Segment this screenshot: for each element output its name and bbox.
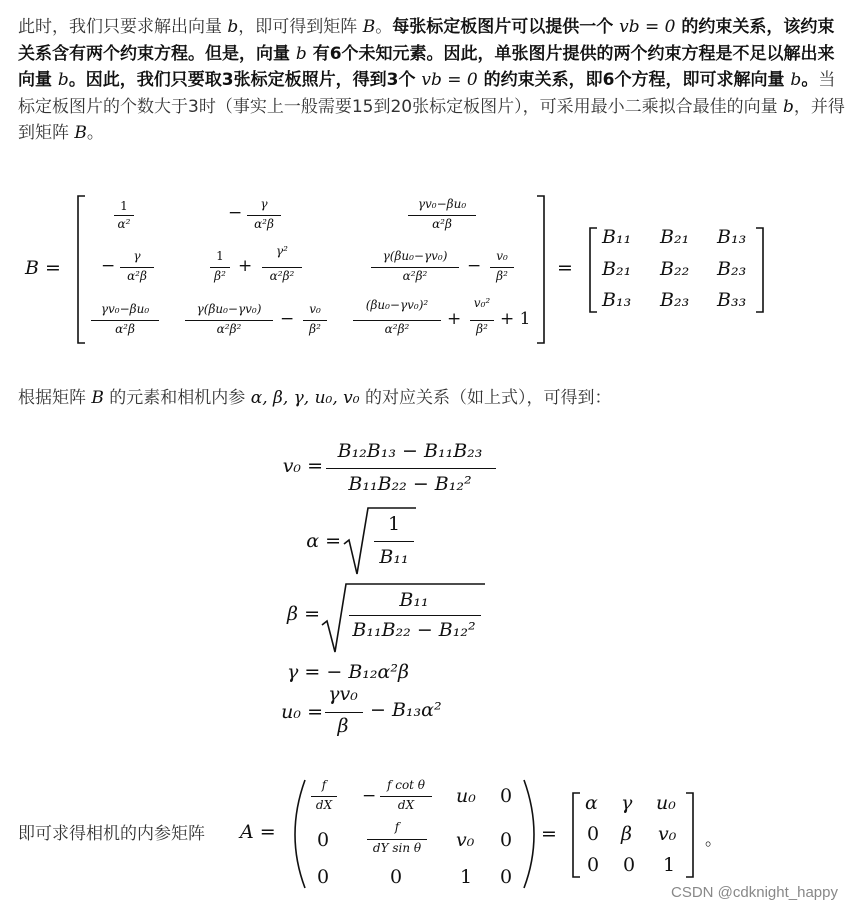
bsym-r3c1: B₁₃ bbox=[602, 289, 632, 311]
eq-u0-den: β bbox=[337, 715, 349, 737]
b-r2c3-op: − bbox=[467, 256, 482, 276]
r-r1c2: γ bbox=[621, 792, 633, 814]
eq-alpha-den: B₁₁ bbox=[379, 546, 409, 568]
a-r2c2-bar bbox=[367, 839, 427, 840]
math-b-3: b bbox=[57, 70, 69, 90]
b-r3c2-d2: β² bbox=[309, 322, 321, 336]
eq-beta-num: B₁₁ bbox=[399, 589, 429, 611]
b-r1c2-sign: − bbox=[228, 203, 243, 223]
r-r3c1: 0 bbox=[587, 854, 600, 876]
eq-v0-bar bbox=[326, 468, 496, 469]
b-r2c2-n1: 1 bbox=[216, 249, 224, 263]
intro-text-4: 当标定板图片的个数大于3时（事实上一般需要15到20张标定板图片），可采用最小二乘拟合最佳的向量 bbox=[18, 70, 836, 117]
b-r2c2-n2: γ² bbox=[276, 244, 288, 258]
a-r1c2-sign: − bbox=[362, 786, 377, 806]
eq-beta-den: B₁₁B₂₂ − B₁₂² bbox=[352, 619, 476, 641]
eq-v0-num: B₁₂B₁₃ − B₁₁B₂₃ bbox=[337, 440, 483, 462]
bold-text-5: 的约束关系，即6个方程，即可求解向量 bbox=[477, 70, 791, 90]
eq-alpha-num: 1 bbox=[387, 513, 401, 535]
matrix-b-lhs: B = bbox=[25, 257, 61, 279]
a-r1c1-num: f bbox=[321, 778, 327, 792]
matrix-a-right-paren bbox=[524, 780, 534, 888]
b-r2c2-d2: α²β² bbox=[269, 269, 295, 283]
b-r1c1-den: α² bbox=[117, 217, 131, 231]
final-line bbox=[18, 819, 205, 844]
bsym-r3c2: B₂₃ bbox=[660, 289, 690, 311]
matrix-b-right-bracket bbox=[537, 196, 544, 343]
a-r2c3: v₀ bbox=[456, 829, 475, 851]
intro-text-3: 。 bbox=[375, 17, 393, 37]
math-b-2: b bbox=[295, 43, 307, 64]
a-r3c2: 0 bbox=[390, 866, 403, 888]
math-params: α, β, γ, u₀, v₀ bbox=[250, 388, 360, 408]
b-r2c2-d1: β² bbox=[214, 269, 226, 283]
math-B: B bbox=[362, 17, 376, 37]
r-r3c2: 0 bbox=[623, 854, 636, 876]
r-r1c3: u₀ bbox=[656, 792, 676, 814]
final-text: 即可求得相机的内参矩阵 bbox=[18, 824, 205, 844]
b-r3c2-d1: α²β² bbox=[216, 322, 242, 336]
b-r3c2-op: − bbox=[280, 309, 295, 329]
b-r1c3-num: γv₀−βu₀ bbox=[417, 197, 467, 211]
math-B-2: B bbox=[74, 123, 87, 143]
r-r2c1: 0 bbox=[587, 823, 600, 845]
b-r3c3-d1: α²β² bbox=[384, 322, 410, 336]
eq-beta-lhs: β = bbox=[287, 603, 320, 625]
a-r1c1-den: dX bbox=[315, 798, 333, 812]
a-r1c4: 0 bbox=[500, 785, 513, 807]
b-r3c1-den: α²β bbox=[115, 322, 135, 336]
matrix-r-right-bracket bbox=[686, 793, 693, 877]
final-period: 。 bbox=[705, 830, 722, 850]
intro-text-1: 此时，我们只要求解出向量 bbox=[18, 17, 228, 37]
b-r1c3-bar bbox=[408, 215, 476, 216]
intro-text-2: ，即可得到矩阵 bbox=[238, 17, 363, 37]
b-r2c3-n2: v₀ bbox=[496, 249, 508, 263]
bsym-r1c1: B₁₁ bbox=[602, 226, 632, 248]
eq-u0-num: γv₀ bbox=[328, 683, 358, 705]
b-r2c2-op: + bbox=[238, 256, 253, 276]
bsym-r1c2: B₂₁ bbox=[660, 226, 690, 248]
csdn-watermark: CSDN @cdknight_happy bbox=[671, 884, 838, 901]
b-r2c3-bar1 bbox=[371, 267, 459, 268]
b-r3c3-tail: + 1 bbox=[500, 309, 531, 329]
eq-alpha-bar bbox=[374, 541, 414, 542]
b-r3c2-n2: v₀ bbox=[309, 302, 321, 316]
b-r3c3-bar1 bbox=[353, 320, 441, 321]
b-r3c3-bar2 bbox=[470, 320, 494, 321]
matrix-bsym-right-bracket bbox=[756, 228, 763, 312]
r-r2c3: v₀ bbox=[658, 823, 677, 845]
a-r1c2-bar bbox=[380, 796, 432, 797]
math-B-3: B bbox=[91, 388, 104, 408]
r-r3c3: 1 bbox=[663, 854, 676, 876]
bold-text-1: 每张标定板图片可以提供一个 bbox=[392, 17, 620, 37]
matrix-a-equals: = bbox=[541, 823, 557, 845]
a-r3c4: 0 bbox=[500, 866, 513, 888]
eq-u0-bar bbox=[325, 712, 363, 713]
b-r3c3-op: + bbox=[447, 309, 462, 329]
b-r1c2-num: γ bbox=[260, 197, 268, 211]
matrix-a-left-paren bbox=[295, 780, 305, 888]
bold-text-3: 有6个未知元素。因此，单张图片提供的两个约束方程是不足以解出来向量 bbox=[18, 43, 835, 90]
eq-gamma: γ = − B₁₂α²β bbox=[287, 661, 409, 683]
a-r1c2-num: f cot θ bbox=[386, 778, 426, 792]
a-r1c1-bar bbox=[311, 796, 337, 797]
b-r2c3-n1: γ(βu₀−γv₀) bbox=[382, 249, 448, 263]
a-r2c2-num: f bbox=[394, 820, 400, 834]
b-r2c1-bar bbox=[120, 267, 154, 268]
eq-u0-lhs: u₀ = bbox=[281, 701, 323, 723]
eq-v0-lhs: v₀ = bbox=[282, 455, 323, 477]
b-r2c3-d1: α²β² bbox=[402, 269, 428, 283]
b-r3c3-d2: β² bbox=[476, 322, 488, 336]
para2-text-2: 的元素和相机内参 bbox=[103, 388, 251, 408]
math-b-5: b bbox=[782, 96, 794, 117]
eq-alpha-lhs: α = bbox=[306, 530, 341, 552]
a-r3c1: 0 bbox=[317, 866, 330, 888]
para2-text-3: 的对应关系（如上式），可得到： bbox=[359, 388, 612, 408]
a-r1c2-den: dX bbox=[397, 798, 415, 812]
b-r2c3-bar2 bbox=[490, 267, 514, 268]
b-r2c2-bar2 bbox=[262, 267, 302, 268]
eq-v0-den: B₁₁B₂₂ − B₁₂² bbox=[348, 473, 472, 495]
matrix-bsym-left-bracket bbox=[590, 228, 597, 312]
para2-text-1: 根据矩阵 bbox=[18, 388, 92, 408]
math-b: b bbox=[227, 17, 239, 37]
math-b-4: b bbox=[790, 70, 802, 90]
matrix-a-lhs: A = bbox=[240, 821, 276, 843]
bsym-r3c3: B₃₃ bbox=[717, 289, 747, 311]
b-r2c3-d2: β² bbox=[496, 269, 508, 283]
a-r2c4: 0 bbox=[500, 829, 513, 851]
b-r1c1-num: 1 bbox=[120, 199, 128, 213]
b-r1c3-den: α²β bbox=[432, 217, 452, 231]
intro-text-6: 。 bbox=[86, 123, 104, 143]
r-r1c1: α bbox=[585, 792, 598, 814]
math-vb0-2: vb = 0 bbox=[421, 70, 478, 90]
b-r2c1-sign: − bbox=[101, 256, 116, 276]
b-r3c1-bar bbox=[91, 320, 159, 321]
r-r2c2: β bbox=[621, 823, 632, 845]
intro-text-5: ，并得到矩阵 bbox=[18, 96, 845, 143]
b-r3c2-bar2 bbox=[303, 320, 327, 321]
math-vb0: vb = 0 bbox=[619, 17, 676, 37]
bsym-r2c1: B₂₁ bbox=[602, 258, 632, 280]
b-r2c2-bar1 bbox=[210, 267, 230, 268]
a-r2c1: 0 bbox=[317, 829, 330, 851]
bold-text-6: 。 bbox=[801, 70, 819, 90]
a-r2c2-den: dY sin θ bbox=[372, 841, 422, 855]
a-r1c3: u₀ bbox=[456, 785, 476, 807]
b-r3c3-n2: v₀² bbox=[473, 296, 491, 310]
b-r3c2-n1: γ(βu₀−γv₀) bbox=[196, 302, 262, 316]
bsym-r2c3: B₂₃ bbox=[717, 258, 747, 280]
b-r3c1-num: γv₀−βu₀ bbox=[100, 302, 150, 316]
b-r3c3-n1: (βu₀−γv₀)² bbox=[365, 298, 429, 312]
b-r3c2-bar1 bbox=[185, 320, 273, 321]
bold-text-2: 的约束关系，该约束关系含有两个约束方程。但是，向量 bbox=[18, 17, 835, 64]
matrix-b-equals: = bbox=[557, 257, 573, 279]
b-r1c2-den: α²β bbox=[254, 217, 274, 231]
matrix-r-left-bracket bbox=[573, 793, 580, 877]
bsym-r1c3: B₁₃ bbox=[717, 226, 747, 248]
b-r2c1-den: α²β bbox=[127, 269, 147, 283]
matrix-b-left-bracket bbox=[78, 196, 85, 343]
eq-u0-rest: − B₁₃α² bbox=[370, 699, 442, 721]
params-paragraph bbox=[18, 385, 848, 412]
bold-text-4: 。因此，我们只要取3张标定板照片，得到3个 bbox=[68, 70, 422, 90]
b-r1c1-bar bbox=[114, 215, 134, 216]
eq-beta-bar bbox=[349, 615, 481, 616]
b-r1c2-bar bbox=[247, 215, 281, 216]
a-r3c3: 1 bbox=[460, 866, 473, 888]
b-r2c1-num: γ bbox=[133, 249, 141, 263]
bsym-r2c2: B₂₂ bbox=[660, 258, 690, 280]
